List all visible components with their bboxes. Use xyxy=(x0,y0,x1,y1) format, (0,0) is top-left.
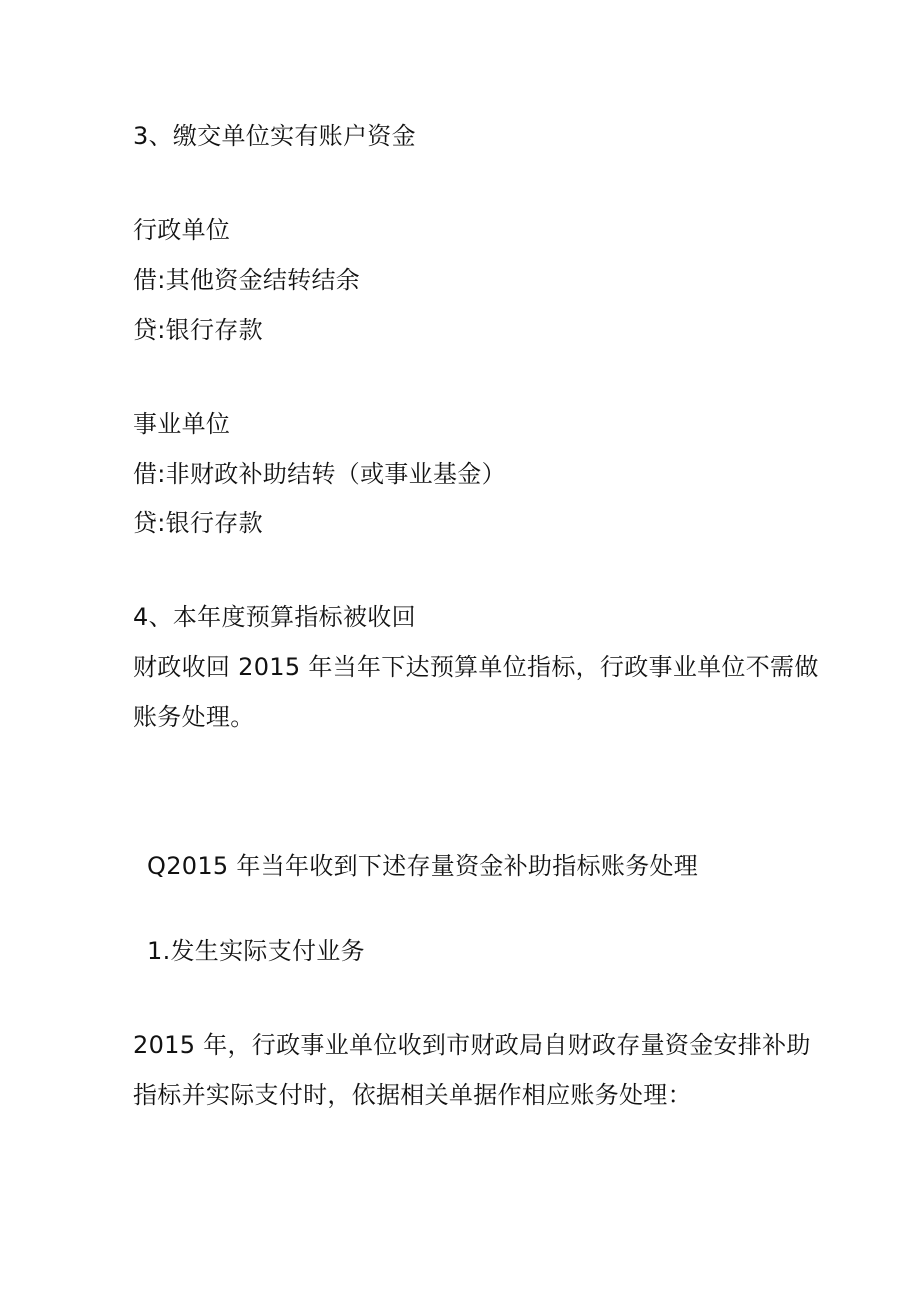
institution-credit-entry: 贷:银行存款 xyxy=(133,509,263,537)
section-3-heading: 3、缴交单位实有账户资金 xyxy=(133,122,416,150)
institution-unit-label: 事业单位 xyxy=(133,410,231,438)
institution-debit-entry: 借:非财政补助结转（或事业基金） xyxy=(133,460,506,488)
section-4-body-line-1: 财政收回 2015 年当年下达预算单位指标，行政事业单位不需做 xyxy=(133,653,819,681)
admin-unit-label: 行政单位 xyxy=(133,216,231,244)
admin-debit-entry: 借:其他资金结转结余 xyxy=(133,266,361,294)
question-body-line-2: 指标并实际支付时，依据相关单据作相应账务处理： xyxy=(133,1081,692,1109)
question-sub-heading: 1.发生实际支付业务 xyxy=(147,937,365,965)
question-body-line-1: 2015 年，行政事业单位收到市财政局自财政存量资金安排补助 xyxy=(133,1031,811,1059)
admin-credit-entry: 贷:银行存款 xyxy=(133,316,263,344)
section-4-heading: 4、本年度预算指标被收回 xyxy=(133,603,416,631)
question-title: Q2015 年当年收到下述存量资金补助指标账务处理 xyxy=(147,852,699,880)
section-4-body-line-2: 账务处理。 xyxy=(133,703,255,731)
